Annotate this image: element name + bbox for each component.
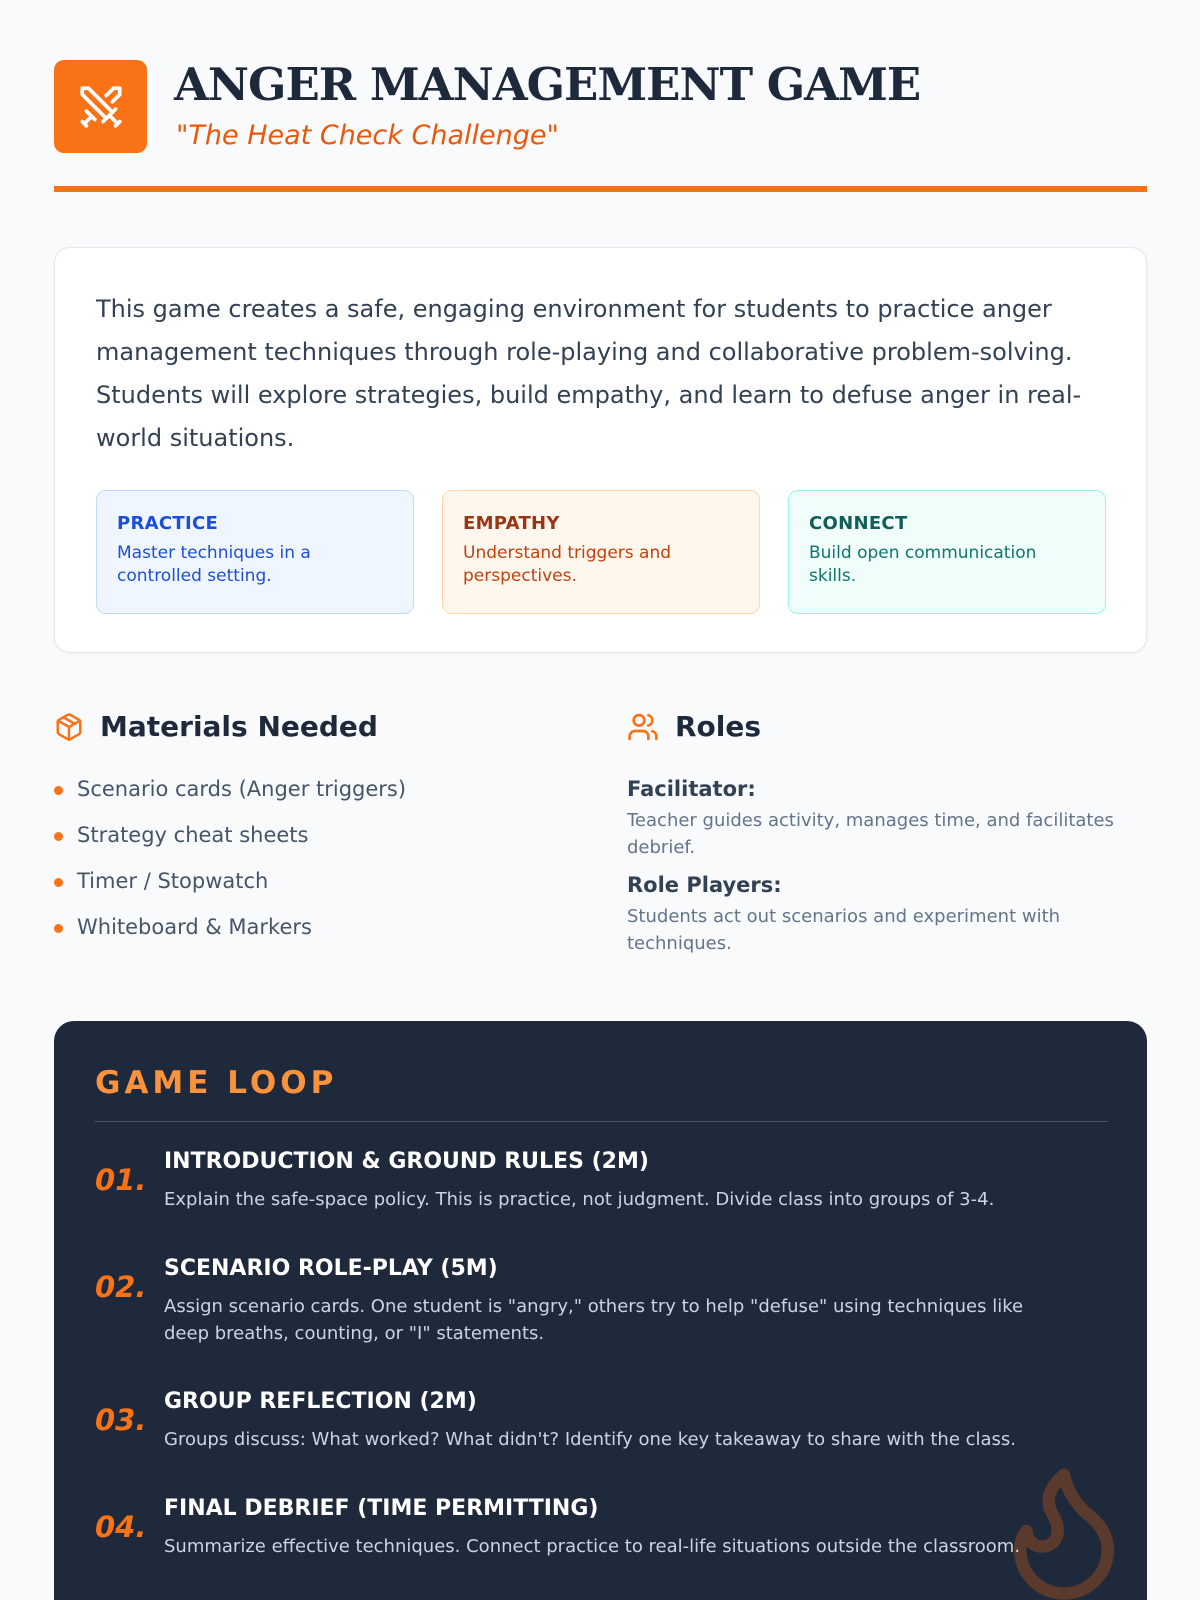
swords-icon (76, 82, 126, 132)
roles-heading-label: Roles (675, 710, 762, 743)
role-desc: Teacher guides activity, manages time, and facilitates debrief. (627, 810, 1114, 858)
header-divider (54, 186, 1147, 192)
roles-heading (627, 710, 761, 743)
box-icon (54, 712, 84, 742)
game-loop-divider (95, 1121, 1108, 1122)
materials-list (54, 775, 574, 959)
intro-card (54, 247, 1147, 653)
list-item: Whiteboard & Markers (54, 913, 574, 959)
game-loop-heading: GAME LOOP (95, 1065, 338, 1101)
step-number: 03. (95, 1403, 147, 1437)
header (54, 60, 1147, 194)
list-item: Strategy cheat sheets (54, 821, 574, 867)
materials-heading (54, 710, 378, 743)
step-title: FINAL DEBRIEF (TIME PERMITTING) (164, 1496, 599, 1521)
step-number: 04. (95, 1510, 147, 1544)
pillar-text: Master techniques in a controlled setting. (117, 543, 311, 586)
role-desc: Students act out scenarios and experiment with techniques. (627, 906, 1061, 954)
page (54, 0, 1147, 1600)
pillar-title: PRACTICE (117, 513, 219, 534)
step-title: GROUP REFLECTION (2M) (164, 1389, 477, 1414)
page-subtitle: "The Heat Check Challenge" (176, 120, 559, 151)
step-desc: Groups discuss: What worked? What didn't? Identify one key takeaway to share with the class. (164, 1429, 1017, 1450)
pillar-connect (788, 490, 1106, 614)
step-desc: Explain the safe-space policy. This is practice, not judgment. Divide class into groups of 3-4. (164, 1189, 995, 1210)
pillar-empathy (442, 490, 760, 614)
step-desc: Summarize effective techniques. Connect practice to real-life situations outside the classroom. (164, 1536, 1021, 1557)
page-title: ANGER MANAGEMENT GAME (174, 58, 921, 111)
roles-list (627, 777, 1147, 969)
materials-heading-label: Materials Needed (100, 710, 378, 743)
step-title: SCENARIO ROLE-PLAY (5M) (164, 1256, 498, 1281)
step-desc: Assign scenario cards. One student is "angry," others try to help "defuse" using techniques like deep breaths, counting, or "I" statements. (164, 1296, 1024, 1344)
pillar-text: Build open communication skills. (809, 543, 1037, 586)
flame-icon (989, 1431, 1139, 1600)
list-item: Timer / Stopwatch (54, 867, 574, 913)
step-title: INTRODUCTION & GROUND RULES (2M) (164, 1149, 649, 1174)
game-loop-panel (54, 1021, 1147, 1600)
role-name: Role Players: (627, 873, 782, 897)
step-number: 02. (95, 1270, 147, 1304)
step-number: 01. (95, 1163, 147, 1197)
pillar-title: EMPATHY (463, 513, 560, 534)
pillar-text: Understand triggers and perspectives. (463, 543, 672, 586)
role-item (627, 777, 1147, 861)
role-name: Facilitator: (627, 777, 756, 801)
users-icon (627, 711, 659, 743)
pillar-title: CONNECT (809, 513, 908, 534)
role-item (627, 873, 1147, 957)
pillar-practice (96, 490, 414, 614)
logo (54, 60, 147, 153)
intro-text: This game creates a safe, engaging environment for students to practice anger management techniques through role-playing and collaborative problem-solving. Students will explore strategies, build empathy, and learn to defuse anger in real-world situations. (96, 295, 1082, 452)
list-item: Scenario cards (Anger triggers) (54, 775, 574, 821)
